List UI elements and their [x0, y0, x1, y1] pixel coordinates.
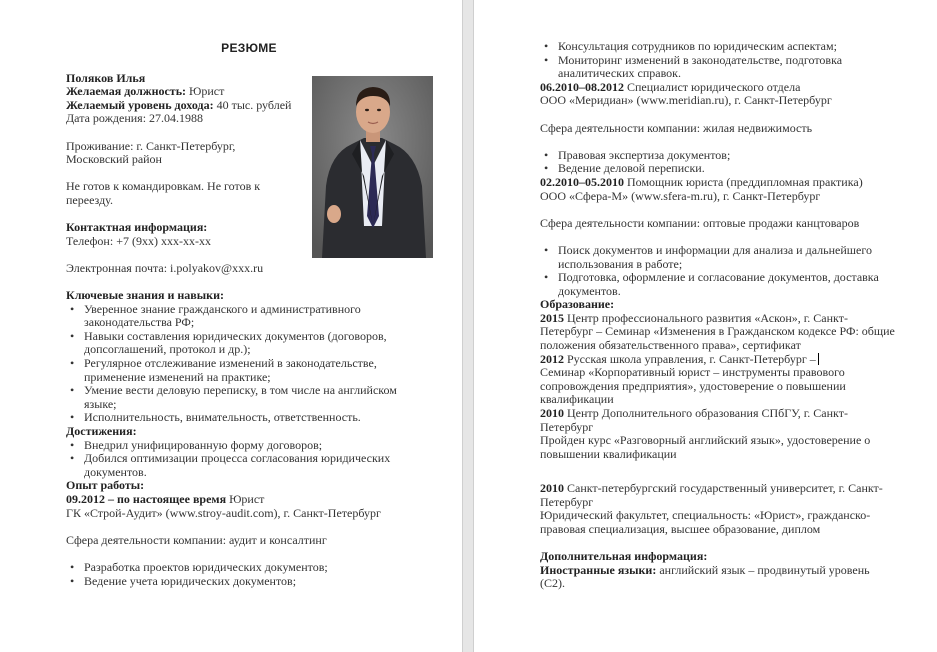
- resume-page-1: [0, 0, 463, 652]
- edu2-text-continued: Семинар «Корпоративный юрист – инструменты правового сопровождения предприятия», удостоверение о повышении квалификации: [540, 365, 846, 407]
- edu2-year: 2012: [540, 351, 564, 366]
- list-item: • Поиск документов и информации для анализа и дальнейшего использования в работе;: [558, 244, 897, 271]
- skills-heading: Ключевые знания и навыки:: [66, 288, 224, 303]
- job2-title: Специалист юридического отдела: [624, 79, 801, 94]
- list-item: • Внедрил унифицированную форму договоров;: [84, 439, 424, 453]
- achievements-heading: Достижения:: [66, 424, 137, 439]
- residence-line-1: Проживание: г. Санкт-Петербург,: [66, 138, 236, 153]
- position-label: Желаемая должность:: [66, 84, 187, 99]
- list-item: • Ведение учета юридических документов;: [84, 575, 424, 589]
- education-heading: Образование:: [540, 297, 615, 312]
- birth-date: Дата рождения: 27.04.1988: [66, 111, 204, 126]
- job1-duties: [66, 561, 424, 588]
- edu4-text-continued: Юридический факультет, специальность: «Юрист», гражданско-правовая специализация, высшее образование, диплом: [540, 508, 871, 536]
- photo-eye-left: [365, 109, 369, 111]
- edu3-text-continued: Пройден курс «Разговорный английский язык», удостоверение о повышении квалификации: [540, 433, 871, 461]
- languages-label: Иностранные языки:: [540, 562, 657, 577]
- travel-line-1: Не готов к командировкам. Не готов к: [66, 179, 261, 194]
- list-item: • Разработка проектов юридических документов;: [84, 561, 424, 575]
- job3-sphere: Сфера деятельности компании: оптовые продажи канцтоваров: [540, 215, 860, 230]
- additional-heading: Дополнительная информация:: [540, 548, 708, 563]
- edu2-text: Русская школа управления, г. Санкт-Петербург –: [564, 351, 816, 366]
- phone: Телефон: +7 (9хх) ххх-хх-хх: [66, 233, 211, 248]
- personal-info: [66, 72, 306, 262]
- income-label: Желаемый уровень дохода:: [66, 97, 214, 112]
- list-item: • Навыки составления юридических документов (договоров, допсоглашений, протокол и др.);: [84, 330, 424, 357]
- edu4-year: 2010: [540, 481, 564, 495]
- list-item: • Ведение деловой переписки.: [558, 162, 897, 176]
- photo-hand: [327, 205, 341, 223]
- job2-period: 06.2010–08.2012: [540, 79, 624, 94]
- text-cursor: [818, 353, 819, 365]
- list-item: • Умение вести деловую переписку, в том числе на английском языке;: [84, 384, 424, 411]
- list-item: • Консультация сотрудников по юридическим аспектам;: [558, 40, 897, 54]
- contact-heading: Контактная информация:: [66, 220, 208, 235]
- page-title: РЕЗЮМЕ: [221, 41, 277, 55]
- candidate-name: Поляков Илья: [66, 70, 146, 85]
- achievements-list: [66, 439, 424, 480]
- travel-line-2: переезду.: [66, 192, 113, 207]
- job1-sphere: Сфера деятельности компании: аудит и консалтинг: [66, 532, 327, 547]
- edu3-text: Центр Дополнительного образования СПбГУ, г. Санкт-Петербург: [540, 406, 848, 434]
- job2-sphere: Сфера деятельности компании: жилая недвижимость: [540, 120, 813, 135]
- list-item: • Добился оптимизации процесса согласования юридических документов.: [84, 452, 424, 479]
- photo-eye-right: [377, 109, 381, 111]
- edu4-text: Санкт-петербургский государственный университет, г. Санкт-Петербург: [540, 481, 883, 509]
- edu1-text: Центр профессионального развития «Аскон», г. Санкт-Петербург – Семинар «Изменения в Гражданском кодексе РФ: общие положения обязательственного права», сертификат: [540, 310, 895, 353]
- position-value: Юрист: [186, 84, 225, 99]
- list-item: • Исполнительность, внимательность, ответственность.: [84, 411, 424, 425]
- list-item: • Регулярное отслеживание изменений в законодательстве, применение изменений на практике;: [84, 357, 424, 384]
- job3-company: ООО «Сфера-М» (www.sfera-m.ru), г. Санкт-Петербург: [540, 188, 821, 203]
- job3-duties: [540, 244, 897, 298]
- list-item: • Правовая экспертиза документов;: [558, 149, 897, 163]
- job1-duties-continued: [540, 40, 897, 81]
- job1-company: ГК «Строй-Аудит» (www.stroy-audit.com), г. Санкт-Петербург: [66, 505, 381, 520]
- email: Электронная почта: i.polyakov@xxx.ru: [66, 260, 264, 275]
- candidate-photo: [312, 76, 433, 258]
- job2-company: ООО «Меридиан» (www.meridian.ru), г. Санкт-Петербург: [540, 93, 832, 108]
- job3-title: Помощник юриста (преддипломная практика): [624, 174, 863, 189]
- job3-period: 02.2010–05.2010: [540, 174, 624, 189]
- residence-line-2: Московский район: [66, 152, 162, 167]
- edu3-year: 2010: [540, 406, 564, 421]
- income-value: 40 тыс. рублей: [213, 97, 292, 112]
- experience-heading: Опыт работы:: [66, 478, 145, 493]
- resume-page-2: [473, 0, 937, 652]
- job1-title: Юрист: [226, 492, 265, 506]
- list-item: • Подготовка, оформление и согласование документов, доставка документов.: [558, 271, 897, 298]
- list-item: • Мониторинг изменений в законодательстве, подготовка аналитических справок.: [558, 54, 897, 81]
- edu1-year: 2015: [540, 310, 564, 325]
- list-item: • Уверенное знание гражданского и административного законодательства РФ;: [84, 303, 424, 330]
- skills-list: [66, 303, 424, 425]
- languages-value: английский язык – продвинутый уровень (С2).: [540, 562, 870, 591]
- job1-period: 09.2012 – по настоящее время: [66, 492, 227, 506]
- job2-duties: [540, 149, 897, 176]
